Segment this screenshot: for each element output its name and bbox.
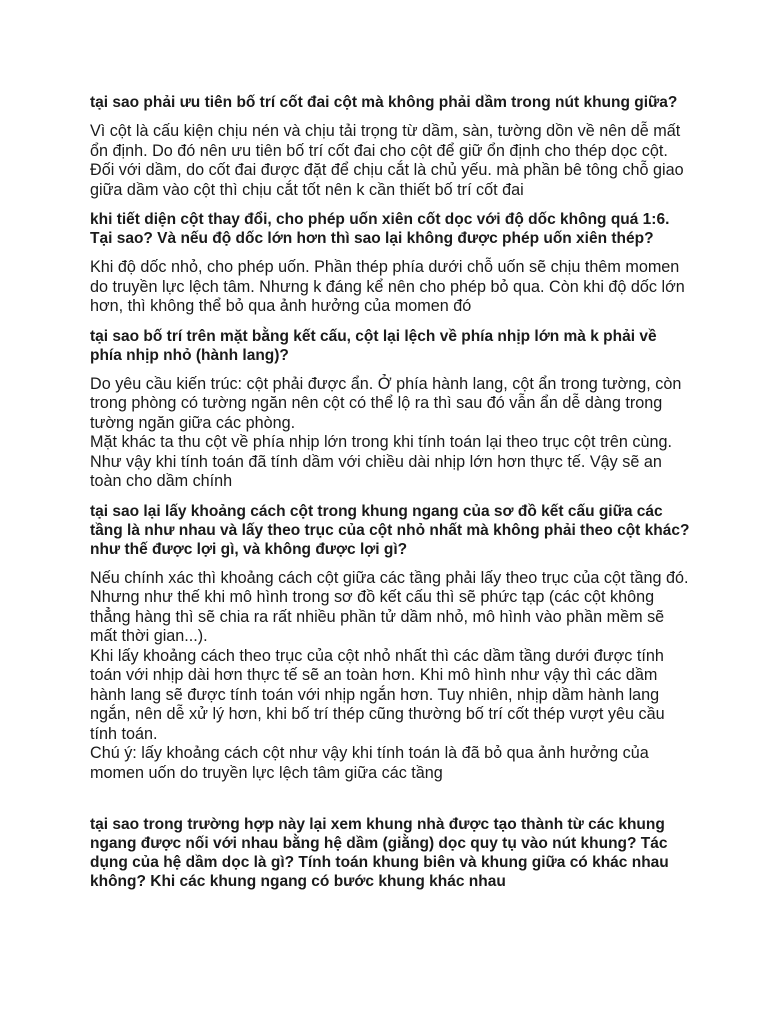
- document-page: [90, 93, 690, 901]
- answer-body: [90, 375, 690, 492]
- question-heading: khi tiết diện cột thay đổi, cho phép uốn xiên cốt dọc với độ dốc không quá 1:6. Tại sao? Và nếu độ dốc lớn hơn thì sao lại không được phép uốn xiên thép?: [90, 211, 670, 247]
- qa-section-1: [90, 93, 690, 200]
- answer-paragraph: Vì cột là cấu kiện chịu nén và chịu tải trọng từ dầm, sàn, tường dồn về nên dễ mất ổn định. Do đó nên ưu tiên bố trí cốt đai cho cột để giữ ổn định cho thép dọc cột. Đối với dầm, do cốt đai được đặt để chịu cắt là chủ yếu. mà phần bê tông chỗ giao giữa dầm vào cột thì chịu cắt tốt nên k cần thiết bố trí cốt đai: [90, 122, 684, 199]
- qa-section-3: [90, 327, 690, 492]
- qa-section-2: [90, 210, 690, 317]
- answer-body: [90, 122, 690, 200]
- qa-section-5: [90, 815, 690, 891]
- question-heading: tại sao bố trí trên mặt bằng kết cấu, cột lại lệch về phía nhịp lớn mà k phải về phía nhịp nhỏ (hành lang)?: [90, 327, 657, 364]
- answer-paragraph: Mặt khác ta thu cột về phía nhịp lớn trong khi tính toán lại theo trục cột trên cùng. Như vậy khi tính toán đã tính dầm với chiều dài nhịp lớn hơn thực tế. Vậy sẽ an toàn cho dầm chính: [90, 433, 673, 490]
- question-heading: tại sao phải ưu tiên bố trí cốt đai cột mà không phải dầm trong nút khung giữa?: [90, 94, 678, 111]
- blank-line: [90, 793, 690, 815]
- answer-paragraph: Khi lấy khoảng cách theo trục của cột nhỏ nhất thì các dầm tầng dưới được tính toán với nhịp dài hơn thực tế sẽ an toàn hơn. Khi mô hình như vậy thì các dầm hành lang sẽ được tính toán với nhịp ngắn hơn. Tuy nhiên, nhịp dầm hành lang ngắn, nên dễ xử lý hơn, khi bố trí thép cũng thường bố trí cốt thép vượt yêu cầu tính toán.: [90, 646, 665, 743]
- answer-paragraph: Do yêu cầu kiến trúc: cột phải được ẩn. Ở phía hành lang, cột ẩn trong tường, còn trong phòng có tường ngăn nên cột có thể lộ ra thì sau đó vẫn ẩn dễ dàng trong tường ngăn giữa các phòng.: [90, 374, 682, 432]
- answer-body: [90, 258, 690, 317]
- qa-section-4: [90, 502, 690, 784]
- answer-paragraph: Khi độ dốc nhỏ, cho phép uốn. Phần thép phía dưới chỗ uốn sẽ chịu thêm momen do truyền lực lệch tâm. Nhưng k đáng kể nên cho phép bỏ qua. Còn khi độ dốc lớn hơn, thì không thể bỏ qua ảnh hưởng của momen đó: [90, 258, 685, 315]
- question-heading: tại sao lại lấy khoảng cách cột trong khung ngang của sơ đồ kết cấu giữa các tầng là như nhau và lấy theo trục của cột nhỏ nhất mà không phải theo cột khác? như thế được lợi gì, và không được lợi gì?: [90, 502, 690, 558]
- question-heading: tại sao trong trường hợp này lại xem khung nhà được tạo thành từ các khung ngang được nối với nhau bằng hệ dầm (giằng) dọc quy tụ vào nút khung? Tác dụng của hệ dầm dọc là gì? Tính toán khung biên và khung giữa có khác nhau không? Khi các khung ngang có bước khung khác nhau: [90, 816, 669, 890]
- answer-paragraph: Chú ý: lấy khoảng cách cột như vậy khi tính toán là đã bỏ qua ảnh hưởng của momen uốn do truyền lực lệch tâm giữa các tầng: [90, 744, 649, 782]
- answer-body: [90, 569, 690, 784]
- answer-paragraph: Nếu chính xác thì khoảng cách cột giữa các tầng phải lấy theo trục của cột tầng đó. Nhưng như thế khi mô hình trong sơ đồ kết cấu thì sẽ phức tạp (các cột không thẳng hàng thì sẽ chia ra rất nhiều phần tử dầm nhỏ, mô hình vào phần mềm sẽ mất thời gian...).: [90, 568, 689, 645]
